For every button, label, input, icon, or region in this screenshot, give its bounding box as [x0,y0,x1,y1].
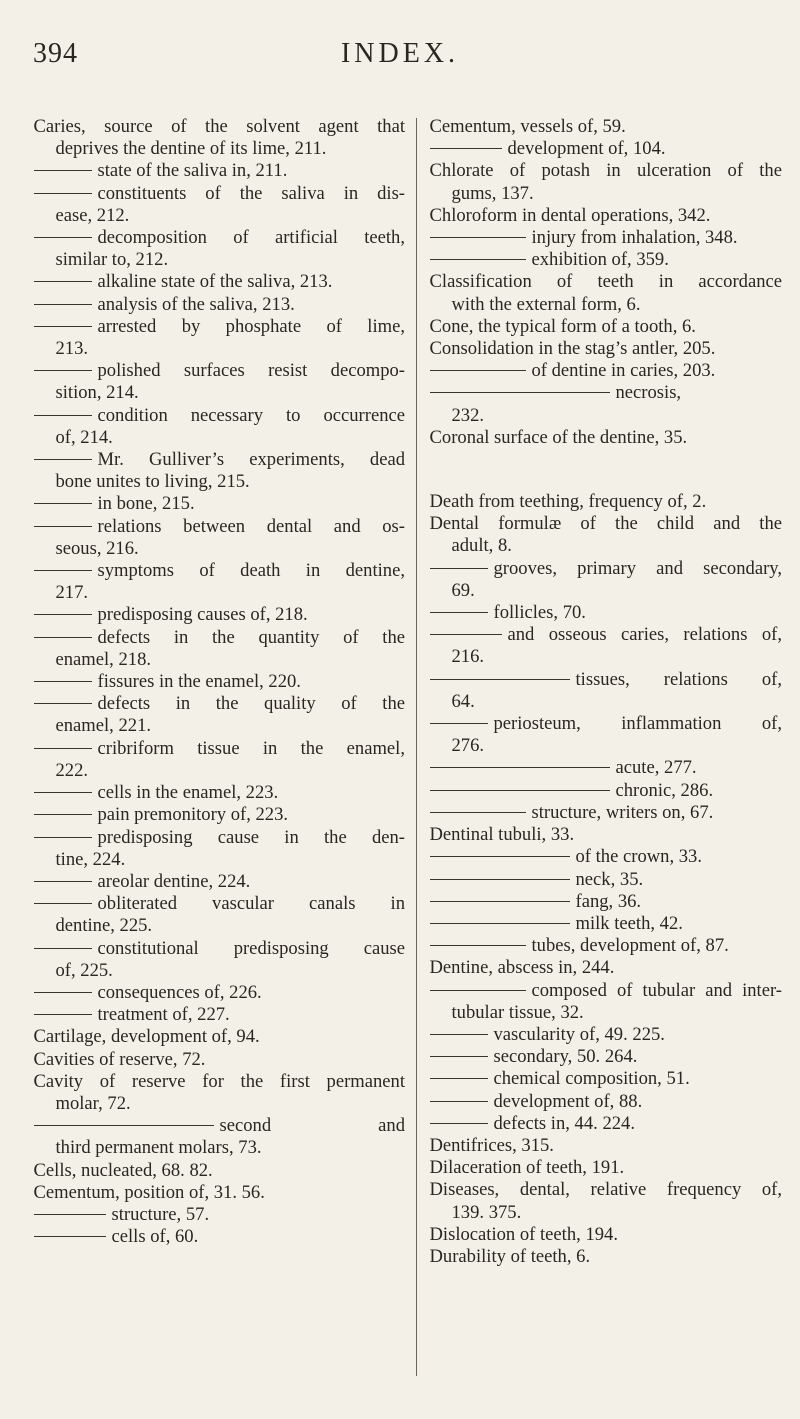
subentry-row [430,935,782,957]
subentry-row [34,693,405,715]
subentry-row [34,360,405,382]
entry-line: Cementum, position of, 31. 56. [33,1181,265,1203]
subentry-text: treatment of, 227. [97,1004,230,1026]
subentry-row [430,846,782,868]
subentry-continuation: 276. [451,735,485,757]
subentry-text: obliterated vascular canals in [97,893,405,915]
subentry-text: defects in, 44. 224. [493,1112,635,1134]
entry-line: Cells, nucleated, 68. 82. [33,1159,213,1181]
index-subentry [34,294,405,316]
subentry-row [430,780,782,802]
subentry-row [430,891,782,913]
index-entry [430,338,782,360]
index-subentry [430,802,782,824]
index-entry [430,160,782,204]
subentry-row [430,913,782,935]
entry-line: Cavity of reserve for the first permanent [33,1070,405,1092]
ditto-dash [430,612,488,613]
index-subentry [34,827,405,871]
subentry-row [34,827,405,849]
ditto-dash [34,237,92,238]
subentry-row [34,516,405,538]
ditto-dash [34,748,92,749]
subentry-continuation: tine, 224. [55,848,126,870]
ditto-dash [34,281,92,282]
index-subentry [34,560,405,604]
ditto-dash [34,415,92,416]
index-subentry [34,316,405,360]
subentry-row [430,249,782,271]
subentry-text: secondary, 50. 264. [493,1046,638,1068]
subentry-row [34,294,405,316]
subentry-text: vascularity of, 49. 225. [493,1023,665,1045]
ditto-dash [34,792,92,793]
ditto-dash [430,568,488,569]
index-entry [430,1135,782,1157]
subentry-text: decomposition of artificial teeth, [97,227,405,249]
subentry-continuation: seous, 216. [55,537,139,559]
index-subentry [430,780,782,802]
entry-line: with the external form, 6. [451,293,641,315]
ditto-dash [34,193,92,194]
index-entry [430,824,782,846]
index-subentry [430,1113,782,1135]
entry-line: Cementum, vessels of, 59. [429,116,626,137]
entry-line: Caries, source of the solvent agent that [33,116,405,137]
subentry-text: relations between dental and os- [97,515,405,537]
entry-line: adult, 8. [451,535,512,557]
index-column-left [34,116,405,1248]
index-subentry [34,938,405,982]
subentry-text: structure, 57. [111,1203,210,1225]
subentry-row [34,1204,405,1226]
entry-line: deprives the dentine of its lime, 211. [55,138,327,160]
ditto-dash [430,790,610,791]
index-subentry [430,382,782,426]
index-subentry [34,693,405,737]
index-subentry [430,980,782,1024]
ditto-dash [34,503,92,504]
subentry-continuation: enamel, 218. [55,648,152,670]
section-gap [430,449,782,491]
subentry-text: cells of, 60. [111,1226,199,1248]
subentry-text: alkaline state of the saliva, 213. [97,271,333,293]
subentry-continuation: 216. [451,646,485,668]
index-entry [430,1224,782,1246]
ditto-dash [34,1236,106,1237]
subentry-row [430,980,782,1002]
ditto-dash [34,526,92,527]
ditto-dash [34,304,92,305]
ditto-dash [430,392,610,393]
ditto-dash [34,992,92,993]
ditto-dash [430,237,526,238]
index-subentry [34,493,405,515]
subentry-row [34,405,405,427]
entry-line: Cone, the typical form of a tooth, 6. [429,315,696,337]
index-entry [34,1182,405,1204]
subentry-row [430,669,782,691]
index-subentry [34,360,405,404]
subentry-text: tissues, relations of, [575,668,782,690]
subentry-row [34,782,405,804]
subentry-row [34,938,405,960]
index-subentry [430,869,782,891]
entry-line: Death from teething, frequency of, 2. [429,491,707,513]
ditto-dash [430,1056,488,1057]
entry-line: Cavities of reserve, 72. [33,1048,206,1070]
subentry-continuation: 232. [451,404,485,426]
ditto-dash [34,837,92,838]
subentry-row [430,1091,782,1113]
subentry-row [430,1113,782,1135]
index-subentry [34,604,405,626]
entry-line: Dentine, abscess in, 244. [429,957,615,979]
subentry-text: fang, 36. [575,890,642,912]
index-entry [430,427,782,449]
subentry-text: development of, 88. [493,1090,643,1112]
subentry-continuation: tubular tissue, 32. [451,1001,584,1023]
ditto-dash [430,1123,488,1124]
subentry-text: periosteum, inflammation of, [493,713,782,735]
subentry-continuation: similar to, 212. [55,249,169,271]
subentry-text: analysis of the saliva, 213. [97,293,295,315]
subentry-text: tubes, development of, 87. [531,935,729,957]
subentry-row [34,804,405,826]
subentry-text: areolar dentine, 224. [97,870,251,892]
subentry-text: defects in the quality of the [97,693,405,715]
ditto-dash [34,814,92,815]
ditto-dash [34,170,92,171]
index-subentry [34,449,405,493]
ditto-dash [34,1014,92,1015]
subentry-row [430,558,782,580]
page-header [0,38,800,78]
subentry-row [34,671,405,693]
ditto-dash [430,945,526,946]
index-entry [34,1049,405,1071]
entry-line: Chlorate of potash in ulceration of the [429,160,782,182]
subentry-continuation: sition, 214. [55,382,139,404]
index-subentry [430,624,782,668]
subentry-row [430,602,782,624]
subentry-continuation: bone unites to living, 215. [55,471,250,493]
index-subentry [430,558,782,602]
subentry-text: neck, 35. [575,868,644,890]
index-subentry [34,1226,405,1248]
subentry-row [34,1004,405,1026]
ditto-dash [430,370,526,371]
index-subentry [430,1046,782,1068]
subentry-text: constituents of the saliva in dis- [97,182,405,204]
entry-line: Dilaceration of teeth, 191. [429,1157,625,1179]
page-title: INDEX. [340,38,460,69]
subentry-continuation: of, 225. [55,959,113,981]
index-entry [430,513,782,557]
ditto-dash [430,990,526,991]
ditto-dash [430,634,502,635]
entry-line: Dislocation of teeth, 194. [429,1223,618,1245]
ditto-dash [430,923,570,924]
subentry-text: Mr. Gulliver’s experiments, dead [97,449,405,471]
ditto-dash [34,370,92,371]
index-entry [34,116,405,160]
ditto-dash [430,856,570,857]
index-entry [430,205,782,227]
subentry-text: in bone, 215. [97,493,195,515]
subentry-row [34,183,405,205]
ditto-dash [430,679,570,680]
entry-line: Chloroform in dental operations, 342. [429,204,711,226]
subentry-text: constitutional predisposing cause [97,937,405,959]
index-entry [34,1026,405,1048]
entry-line: Durability of teeth, 6. [429,1245,591,1267]
subentry-row [430,713,782,735]
index-group-d [430,491,782,1268]
subentry-row [430,624,782,646]
index-subentry [34,1004,405,1026]
subentry-row [430,757,782,779]
subentry-row [34,160,405,182]
subentry-row [430,802,782,824]
index-subentry [430,249,782,271]
entry-line: Dentifrices, 315. [429,1134,554,1156]
index-subentry [34,160,405,182]
ditto-dash [34,703,92,704]
entry-line: Cartilage, development of, 94. [33,1026,260,1048]
entry-line: Dentinal tubuli, 33. [429,824,575,846]
subentry-row [430,138,782,160]
subentry-text: polished surfaces resist decompo- [97,360,405,382]
subentry-continuation: 222. [55,759,89,781]
subentry-row [34,604,405,626]
subentry-text: grooves, primary and secondary, [493,557,782,579]
subentry-row [34,893,405,915]
ditto-dash [34,459,92,460]
ditto-dash [34,1214,106,1215]
ditto-dash [430,901,570,902]
subentry-row [430,360,782,382]
index-subentry [430,913,782,935]
subentry-text: composed of tubular and inter- [531,979,782,1001]
index-entry [430,1246,782,1268]
index-subentry [34,1115,405,1159]
ditto-dash [430,723,488,724]
subentry-text: chemical composition, 51. [493,1068,690,1090]
ditto-dash [34,681,92,682]
subentry-row [430,1046,782,1068]
entry-line: Classification of teeth in accordance [429,271,782,293]
index-subentry [34,1204,405,1226]
index-subentry [430,1024,782,1046]
index-subentry [430,138,782,160]
subentry-text: acute, 277. [615,757,697,779]
ditto-dash [34,1125,214,1126]
index-entry [430,271,782,315]
ditto-dash [430,812,526,813]
index-entry [430,116,782,138]
index-subentry [430,602,782,624]
subentry-text: condition necessary to occurrence [97,404,405,426]
subentry-text: injury from inhalation, 348. [531,227,738,249]
subentry-row [34,560,405,582]
index-subentry [34,893,405,937]
subentry-text: cells in the enamel, 223. [97,782,279,804]
subentry-text: second and [219,1115,405,1137]
index-subentry [430,891,782,913]
subentry-row [34,227,405,249]
ditto-dash [34,881,92,882]
ditto-dash [34,903,92,904]
ditto-dash [430,148,502,149]
subentry-text: development of, 104. [507,138,666,160]
subentry-text: milk teeth, 42. [575,912,683,934]
index-subentry [430,846,782,868]
index-subentry [430,360,782,382]
subentry-row [430,227,782,249]
subentry-continuation: 69. [451,579,475,601]
index-subentry [430,935,782,957]
index-subentry [430,227,782,249]
index-entry [430,1157,782,1179]
ditto-dash [430,1101,488,1102]
subentry-text: and osseous caries, relations of, [507,624,782,646]
subentry-row [34,627,405,649]
subentry-text: fissures in the enamel, 220. [97,671,301,693]
page-number: 394 [33,38,78,69]
subentry-row [34,982,405,1004]
subentry-continuation: of, 214. [55,426,113,448]
subentry-continuation: enamel, 221. [55,715,152,737]
entry-line: Consolidation in the stag’s antler, 205. [429,338,716,360]
index-subentry [34,516,405,560]
subentry-text: chronic, 286. [615,779,714,801]
index-subentry [34,804,405,826]
subentry-text: necrosis, [615,382,682,404]
subentry-text: predisposing cause in the den- [97,826,405,848]
subentry-text: consequences of, 226. [97,981,262,1003]
index-entry [430,957,782,979]
index-group-c [430,116,782,449]
ditto-dash [34,948,92,949]
subentry-row [34,493,405,515]
entry-line: Coronal surface of the dentine, 35. [429,426,688,448]
subentry-continuation: third permanent molars, 73. [55,1137,262,1159]
subentry-text: cribriform tissue in the enamel, [97,737,405,759]
subentry-text: state of the saliva in, 211. [97,160,288,182]
subentry-row [430,1068,782,1090]
ditto-dash [34,326,92,327]
subentry-row [34,316,405,338]
index-subentry [34,271,405,293]
index-entry [430,491,782,513]
index-subentry [430,669,782,713]
subentry-text: pain premonitory of, 223. [97,804,289,826]
entry-line: gums, 137. [451,182,534,204]
subentry-continuation: ease, 212. [55,204,130,226]
subentry-text: of dentine in caries, 203. [531,360,716,382]
index-subentry [34,627,405,671]
index-subentry [430,1068,782,1090]
subentry-text: predisposing causes of, 218. [97,604,308,626]
index-subentry [34,183,405,227]
index-subentry [34,671,405,693]
index-column-right [430,116,782,1268]
subentry-continuation: 217. [55,582,89,604]
ditto-dash [430,767,610,768]
subentry-row [34,871,405,893]
index-subentry [430,713,782,757]
subentry-text: exhibition of, 359. [531,249,669,271]
index-subentry [34,782,405,804]
subentry-continuation: dentine, 225. [55,915,153,937]
subentry-text: arrested by phosphate of lime, [97,315,405,337]
ditto-dash [430,259,526,260]
subentry-text: defects in the quantity of the [97,626,405,648]
index-entry [430,1179,782,1223]
column-divider [416,118,417,1376]
subentry-continuation: 64. [451,690,475,712]
subentry-row [34,1226,405,1248]
entry-line: 139. 375. [451,1201,522,1223]
subentry-row [430,869,782,891]
ditto-dash [34,637,92,638]
index-entry [430,316,782,338]
subentry-row [430,382,782,404]
index-subentry [34,982,405,1004]
index-subentry [34,871,405,893]
subentry-row [34,449,405,471]
ditto-dash [34,614,92,615]
index-subentry [34,227,405,271]
subentry-row [34,1115,405,1137]
entry-line: Diseases, dental, relative frequency of, [429,1179,782,1201]
subentry-text: follicles, 70. [493,602,586,624]
subentry-text: symptoms of death in dentine, [97,560,405,582]
index-entry [34,1160,405,1182]
index-subentry [34,405,405,449]
entry-line: molar, 72. [55,1092,131,1114]
subentry-continuation: 213. [55,338,89,360]
index-subentry [430,1091,782,1113]
subentry-text: structure, writers on, 67. [531,801,714,823]
ditto-dash [34,570,92,571]
entry-line: Dental formulæ of the child and the [429,513,782,535]
ditto-dash [430,1078,488,1079]
index-subentry [430,757,782,779]
index-subentry [34,738,405,782]
index-entry [34,1071,405,1115]
subentry-text: of the crown, 33. [575,846,703,868]
subentry-row [430,1024,782,1046]
ditto-dash [430,1034,488,1035]
subentry-row [34,738,405,760]
subentry-row [34,271,405,293]
ditto-dash [430,879,570,880]
